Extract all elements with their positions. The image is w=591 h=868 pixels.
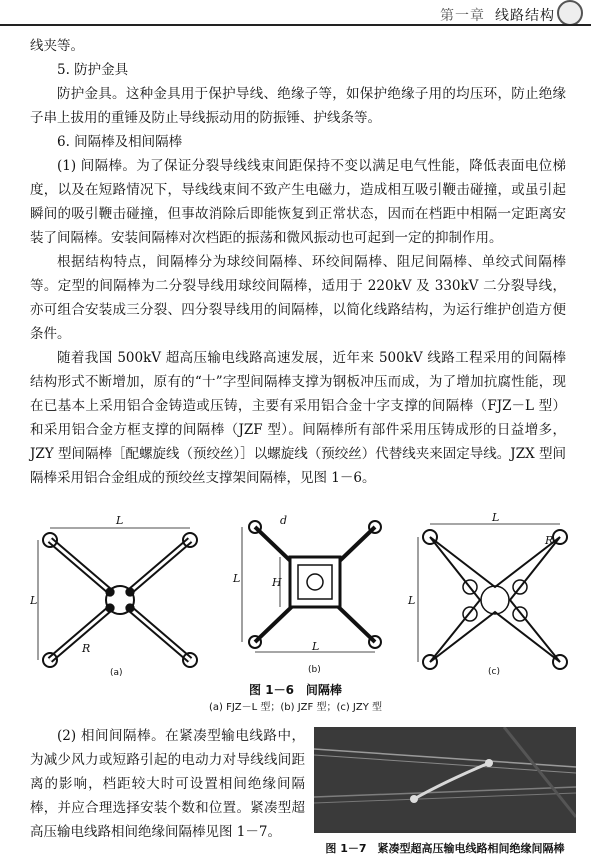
figure-1-6-drawings bbox=[30, 512, 570, 682]
dim-label-b-d: d bbox=[280, 514, 288, 527]
page-header bbox=[0, 0, 591, 30]
page-corner-icon bbox=[557, 0, 583, 26]
section-6-paragraph-1: (1) 间隔棒。为了保证分裂导线线束间距保持不变以满足电气性能，降低表面电位梯度，以及在短路情况下，导线线束间不致产生电磁力，造成相互吸引鞭击碰撞，或虽引起瞬间的吸引鞭击碰撞，但事故消除后即能恢复到正常状态，因而在档距中相隔一定距离安装了间隔棒。安装间隔棒对次档距的振荡和微风振动也可起到一定的抑制作用。 bbox=[30, 158, 566, 246]
dim-label-c-L-vert: L bbox=[408, 594, 416, 607]
dim-label-b-L-vert: L bbox=[233, 572, 241, 585]
section-6-title: 6. 间隔棒及相间隔棒 bbox=[57, 134, 183, 150]
paragraph-continuation: 线夹等。 bbox=[30, 38, 84, 54]
body-text bbox=[30, 34, 566, 490]
dim-label-b-L: L bbox=[312, 640, 320, 653]
header-rule bbox=[0, 24, 591, 26]
figure-1-6-subcaption: (a) FJZ－L 型；(b) JZF 型；(c) JZY 型 bbox=[208, 702, 383, 713]
spacer-a-drawing bbox=[38, 528, 197, 667]
subfig-label-c: (c) bbox=[488, 667, 500, 677]
section-6-paragraph-4-block bbox=[30, 724, 305, 844]
dim-label-c-R: R bbox=[545, 534, 554, 547]
figure-1-7-photo bbox=[314, 727, 576, 833]
spacer-b-drawing bbox=[242, 521, 381, 652]
subfig-label-a: (a) bbox=[110, 668, 123, 678]
header-title bbox=[440, 5, 555, 25]
section-5-title: 5. 防护金具 bbox=[57, 62, 129, 78]
figure-1-6-caption: 图 1－6 间隔棒 bbox=[249, 683, 342, 697]
header-chapter: 第一章 bbox=[440, 8, 485, 24]
subfig-label-b: (b) bbox=[308, 665, 321, 675]
dim-label-a-L: L bbox=[116, 514, 124, 527]
section-6-paragraph-3: 随着我国 500kV 超高压输电线路高速发展，近年来 500kV 线路工程采用的间隔棒结构形式不断增加，原有的“十”字型间隔棒支撑为钢板冲压而成，为了增加抗腐性能，现在已基本上采用铝合金铸造或压铸，主要有采用铝合金十字支撑的间隔棒（FJZ－L 型）和采用铝合金方框支撑的间隔棒（JZF 型）。间隔棒所有部件采用压铸成形的日益增多，JZY 型间隔棒［配螺旋线（预绞丝）］以螺旋线（预绞丝）代替线夹来固定导线。JZX 型间隔棒采用铝合金组成的预绞丝支撑架间隔棒，见图 1－6。 bbox=[30, 350, 566, 486]
figure-1-7-caption: 图 1－7 紧凑型超高压输电线路相间绝缘间隔棒 bbox=[325, 842, 565, 855]
header-chapter-title: 线路结构 bbox=[495, 8, 555, 24]
dim-label-b-H: H bbox=[272, 576, 282, 589]
dim-label-c-L: L bbox=[492, 512, 500, 524]
section-6-paragraph-2: 根据结构特点，间隔棒分为球绞间隔棒、环绞间隔棒、阻尼间隔棒、单绞式间隔棒等。定型的间隔棒为二分裂导线用球绞间隔棒，适用于 220kV 及 330kV 二分裂导线，亦可组合安装成三分裂、四分裂导线用的间隔棒，以简化线路结构，为运行维护创造方便条件。 bbox=[30, 254, 566, 342]
section-6-paragraph-4: (2) 相间间隔棒。在紧凑型输电线路中，为减少风力或短路引起的电动力对导线线间距离的影响，档距较大时可设置相间绝缘间隔棒，并应合理选择安装个数和位置。紧凑型超高压输电线路相间绝缘间隔棒见图 1－7。 bbox=[30, 728, 305, 840]
dim-label-a-L-vert: L bbox=[30, 594, 38, 607]
dim-label-a-R: R bbox=[82, 642, 91, 655]
section-5-body: 防护金具。这种金具用于保护导线、绝缘子等，如保护绝缘子用的均压环，防止绝缘子串上拔用的重锤及防止导线振动用的防振锤、护线条等。 bbox=[30, 86, 566, 126]
